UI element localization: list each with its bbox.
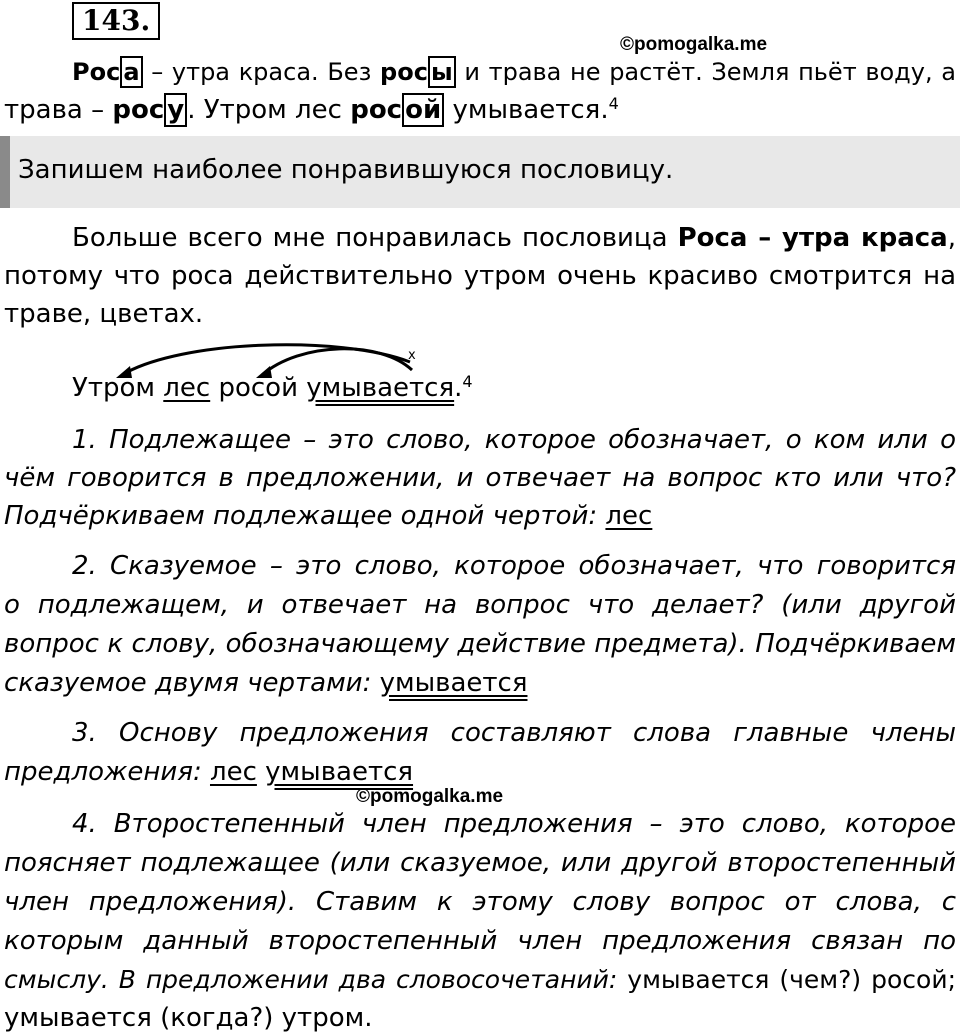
watermark-middle: ©pomogalka.me — [356, 786, 504, 807]
point-1-line-3: Подчёркиваем подлежащее одной чертой: лес — [4, 501, 653, 531]
chosen-proverb: Роса – утра краса — [677, 223, 948, 253]
point-2-line-1: 2. Сказуемое – это слово, которое обозначает, что говорится — [72, 551, 956, 581]
basis-subject: лес — [209, 757, 257, 787]
exercise-number: 143. — [72, 2, 160, 40]
point-4-line-3: член предложения). Ставим к этому слову вопрос от слова, с — [4, 887, 956, 917]
point-2-line-3: вопрос к слову, обозначающему действие предмета). Подчёркиваем — [4, 629, 956, 659]
predicate-word: умывается — [306, 373, 455, 403]
word-combinations: умывается (чем?) росой; — [627, 965, 956, 994]
point-1-line-1: 1. Подлежащее – это слово, которое обозначает, о ком или о — [72, 425, 956, 455]
point-1-line-2: чём говорится в предложении, и отвечает на вопрос кто или что? — [4, 463, 956, 493]
point-3-line-1: 3. Основу предложения составляют слова главные члены — [72, 718, 956, 748]
point-4-line-5: смыслу. В предложении два словосочетаний: умывается (чем?) росой; — [4, 965, 956, 994]
point-4-line-6: умывается (когда?) утром. — [4, 1003, 373, 1033]
point-3-line-2: предложения: лес умывается — [4, 757, 414, 787]
point-4-line-4: которым данный второстепенный член предложения связан по — [4, 926, 956, 956]
ending-box-4: ой — [402, 93, 444, 127]
predicate-example: умывается — [379, 668, 528, 698]
task-text: Запишем наиболее понравившуюся пословицу. — [18, 155, 674, 185]
point-2-line-2: о подлежащем, и отвечает на вопрос что делает? (или другой — [4, 590, 956, 620]
sentence-analysis: Утром лес росой умывается.$^4$ — [72, 372, 473, 403]
subject-word: лес — [163, 373, 211, 403]
ending-box-2: ы — [428, 56, 456, 88]
point-4-line-2: поясняет подлежащее (или сказуемое, или другой второстепенный — [4, 848, 956, 878]
task-banner — [0, 136, 960, 208]
answer-line-1: Больше всего мне понравилась пословица Роса – утра краса, — [72, 223, 956, 253]
point-2-line-4: сказуемое двумя чертами: умывается — [4, 668, 528, 698]
proverbs-line-1: Рос а – утра краса. Без рос ы и трава не растёт. Земля пьёт воду, а — [72, 58, 957, 86]
proverb-2-root: рос — [380, 58, 428, 86]
proverbs-line-2: трава – рос у . Утром лес рос ой умывается.$^4$ — [4, 94, 619, 125]
proverb-4-root: рос — [350, 95, 403, 125]
ending-box-3: у — [164, 93, 187, 127]
basis-predicate: умывается — [265, 757, 414, 787]
answer-line-2: потому что роса действительно утром очень красиво смотрится на — [4, 261, 956, 291]
cross-mark: x — [408, 348, 416, 363]
answer-line-3: траве, цветах. — [4, 299, 204, 329]
proverb-3-root: рос — [112, 95, 165, 125]
ending-box-1: а — [120, 56, 142, 88]
subject-example: лес — [605, 501, 653, 531]
proverb-1-root: Рос — [72, 58, 121, 86]
point-4-line-1: 4. Второстепенный член предложения – это слово, которое — [72, 809, 956, 839]
watermark-top: ©pomogalka.me — [620, 34, 768, 55]
